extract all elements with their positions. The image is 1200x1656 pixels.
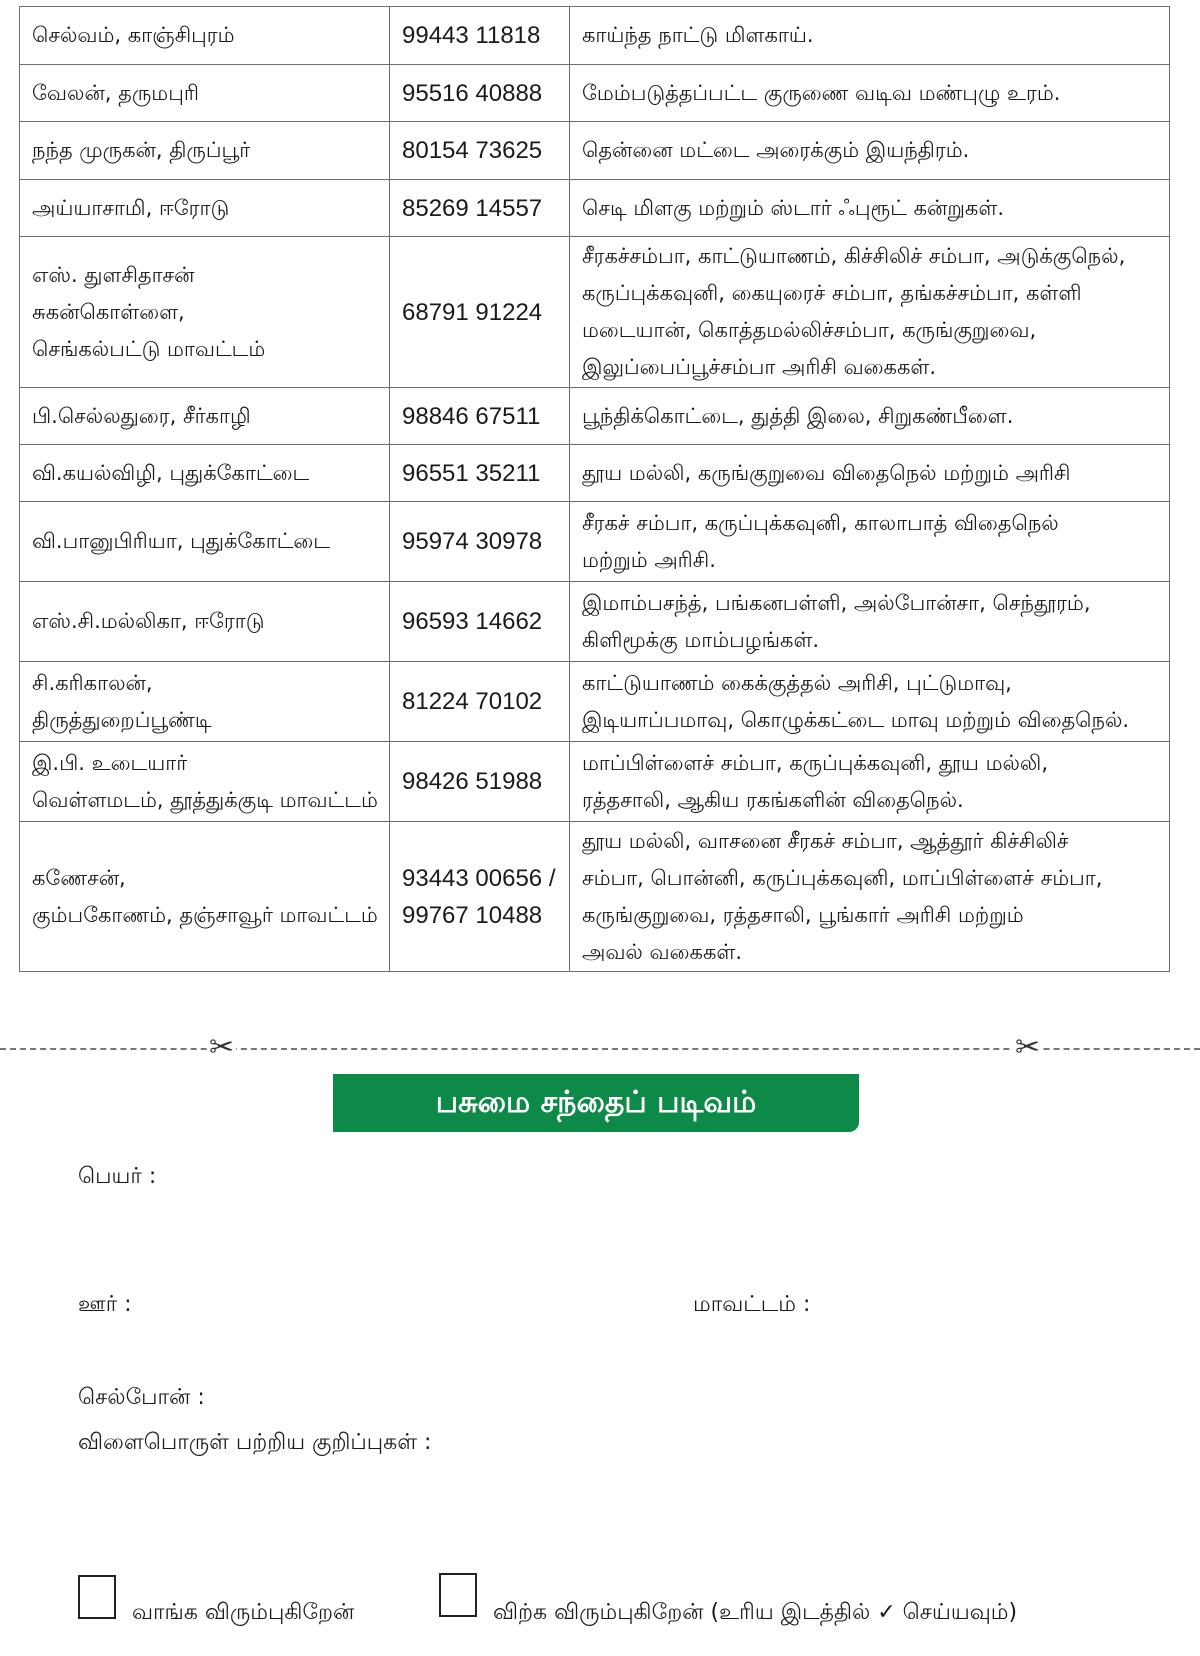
product-cell (570, 388, 1170, 445)
phone-cell (390, 237, 570, 388)
seller-name-cell (20, 65, 390, 122)
phone-line: 98846 67511 (402, 402, 541, 430)
phone-cell (390, 180, 570, 237)
seller-name-cell (20, 7, 390, 65)
product-line: காய்ந்த நாட்டு மிளகாய். (582, 23, 814, 47)
seller-name-cell (20, 582, 390, 662)
seller-name-line: கணேசன், (32, 865, 126, 890)
phone-line: 96551 35211 (402, 459, 541, 487)
seller-name-line: நந்த முருகன், திருப்பூர் (32, 138, 251, 162)
seller-name-line: கும்பகோணம், தஞ்சாவூர் மாவட்டம் (32, 902, 378, 927)
product-line: அவல் வகைகள். (582, 939, 743, 964)
product-cell (570, 502, 1170, 582)
product-line: செடி மிளகு மற்றும் ஸ்டார் ஃபுரூட் கன்றுகள். (582, 195, 1004, 220)
product-line: கருப்புக்கவுனி, கையுரைச் சம்பா, தங்கச்சம்பா, கள்ளி (582, 281, 1082, 305)
phone-cell (390, 388, 570, 445)
product-line: தூய மல்லி, கருங்குறுவை விதைநெல் மற்றும் அரிசி (582, 460, 1071, 485)
product-cell (570, 662, 1170, 742)
product-cell (570, 582, 1170, 662)
phone-cell (390, 7, 570, 65)
seller-name-line: எஸ்.சி.மல்லிகா, ஈரோடு (32, 609, 265, 633)
sell-checkbox[interactable] (439, 1573, 477, 1617)
phone-line: 99443 11818 (402, 22, 541, 49)
product-line: இமாம்பசந்த், பங்கனபள்ளி, அல்போன்சா, செந்தூரம், (582, 590, 1091, 615)
seller-name-cell (20, 822, 390, 972)
seller-name-line: வெள்ளமடம், தூத்துக்குடி மாவட்டம் (32, 787, 378, 812)
table-row (20, 388, 1170, 445)
product-line: கிளிமூக்கு மாம்பழங்கள். (582, 627, 820, 652)
product-cell (570, 7, 1170, 65)
phone-line: 99767 10488 (402, 901, 543, 929)
table-row (20, 122, 1170, 180)
table-row (20, 180, 1170, 237)
phone-cell (390, 742, 570, 822)
phone-line: 85269 14557 (402, 194, 543, 222)
product-cell (570, 122, 1170, 180)
phone-line: 95516 40888 (402, 79, 543, 107)
table-row (20, 502, 1170, 582)
product-line: பூந்திக்கொட்டை, துத்தி இலை, சிறுகண்பீளை. (582, 403, 1014, 428)
seller-name-cell (20, 237, 390, 388)
product-line: சீரகச்சம்பா, காட்டுயாணம், கிச்சிலிச் சம்பா, அடுக்குநெல், (582, 244, 1126, 268)
sellers-table (19, 6, 1170, 972)
product-line: தென்னை மட்டை அரைக்கும் இயந்திரம். (582, 138, 970, 162)
phone-line: 80154 73625 (402, 137, 543, 164)
product-line: இடியாப்பமாவு, கொழுக்கட்டை மாவு மற்றும் விதைநெல். (582, 707, 1130, 732)
phone-cell (390, 582, 570, 662)
product-cell (570, 180, 1170, 237)
seller-name-cell (20, 445, 390, 502)
phone-line: 81224 70102 (402, 688, 543, 715)
seller-name-cell (20, 742, 390, 822)
phone-cell (390, 822, 570, 972)
seller-name-line: செங்கல்பட்டு மாவட்டம் (32, 336, 266, 361)
phone-cell (390, 122, 570, 180)
product-cell (570, 822, 1170, 972)
seller-name-cell (20, 662, 390, 742)
scissors-icon: ✂ (1015, 1030, 1041, 1065)
seller-name-line: சுகன்கொள்ளை, (32, 299, 185, 324)
seller-name-cell (20, 502, 390, 582)
phone-line: 95974 30978 (402, 528, 543, 555)
table-row (20, 582, 1170, 662)
table-row (20, 65, 1170, 122)
seller-name-line: சி.கரிகாலன், (32, 670, 153, 695)
seller-name-line: வேலன், தருமபுரி (32, 80, 199, 105)
seller-name-line: செல்வம், காஞ்சிபுரம் (32, 23, 235, 47)
phone-cell (390, 65, 570, 122)
phone-field-label: செல்போன் : (78, 1385, 205, 1410)
product-line: காட்டுயாணம் கைக்குத்தல் அரிசி, புட்டுமாவு, (582, 670, 1012, 695)
buy-checkbox[interactable] (78, 1575, 116, 1619)
form-title: பசுமை சந்தைப் படிவம் (333, 1074, 859, 1132)
seller-name-line: இ.பி. உடையார் (32, 750, 188, 775)
table-row (20, 237, 1170, 388)
seller-name-line: வி.பானுபிரியா, புதுக்கோட்டை (32, 529, 331, 553)
product-line: மடையான், கொத்தமல்லிச்சம்பா, கருங்குறுவை, (582, 318, 1037, 342)
phone-line: 98426 51988 (402, 768, 543, 795)
product-line: சம்பா, பொன்னி, கருப்புக்கவுனி, மாப்பிள்ளைச் சம்பா, (582, 865, 1103, 890)
phone-cell (390, 662, 570, 742)
table-row (20, 662, 1170, 742)
seller-name-line: எஸ். துளசிதாசன் (32, 262, 195, 287)
seller-name-line: பி.செல்லதுரை, சீர்காழி (32, 403, 251, 428)
seller-name-cell (20, 122, 390, 180)
product-line: மாப்பிள்ளைச் சம்பா, கருப்புக்கவுனி, தூய மல்லி, (582, 750, 1048, 775)
phone-line: 93443 00656 / (402, 864, 556, 892)
product-cell (570, 742, 1170, 822)
phone-line: 68791 91224 (402, 298, 543, 326)
product-notes-label: விளைபொருள் பற்றிய குறிப்புகள் : (78, 1430, 432, 1455)
phone-cell (390, 502, 570, 582)
phone-cell (390, 445, 570, 502)
seller-name-cell (20, 180, 390, 237)
district-field-label: மாவட்டம் : (693, 1292, 811, 1317)
seller-name-cell (20, 388, 390, 445)
product-line: மேம்படுத்தப்பட்ட குருணை வடிவ மண்புழு உரம். (582, 80, 1061, 105)
product-line: ரத்தசாலி, ஆகிய ரகங்களின் விதைநெல். (582, 787, 964, 812)
sell-label: விற்க விரும்புகிறேன் (உரிய இடத்தில் ✓ செய்யவும்) (493, 1600, 1018, 1625)
seller-name-line: அய்யாசாமி, ஈரோடு (32, 195, 230, 220)
seller-name-line: வி.கயல்விழி, புதுக்கோட்டை (32, 460, 310, 485)
product-cell (570, 445, 1170, 502)
scissors-icon: ✂ (209, 1030, 235, 1065)
seller-name-line: திருத்துறைப்பூண்டி (32, 707, 212, 732)
table-row (20, 822, 1170, 972)
name-field-label: பெயர் : (78, 1164, 157, 1189)
table-row (20, 742, 1170, 822)
product-line: கருங்குறுவை, ரத்தசாலி, பூங்கார் அரிசி மற்றும் (582, 902, 1024, 927)
table-row (20, 445, 1170, 502)
product-cell (570, 237, 1170, 388)
village-field-label: ஊர் : (78, 1292, 132, 1317)
product-line: இலுப்பைப்பூச்சம்பா அரிசி வகைகள். (582, 355, 937, 379)
product-line: தூய மல்லி, வாசனை சீரகச் சம்பா, ஆத்தூர் கிச்சிலிச் (582, 828, 1069, 853)
table-row (20, 7, 1170, 65)
product-cell (570, 65, 1170, 122)
phone-line: 96593 14662 (402, 608, 543, 635)
buy-label: வாங்க விரும்புகிறேன் (132, 1600, 355, 1625)
product-line: சீரகச் சம்பா, கருப்புக்கவுனி, காலாபாத் விதைநெல் (582, 510, 1059, 535)
product-line: மற்றும் அரிசி. (582, 547, 716, 572)
